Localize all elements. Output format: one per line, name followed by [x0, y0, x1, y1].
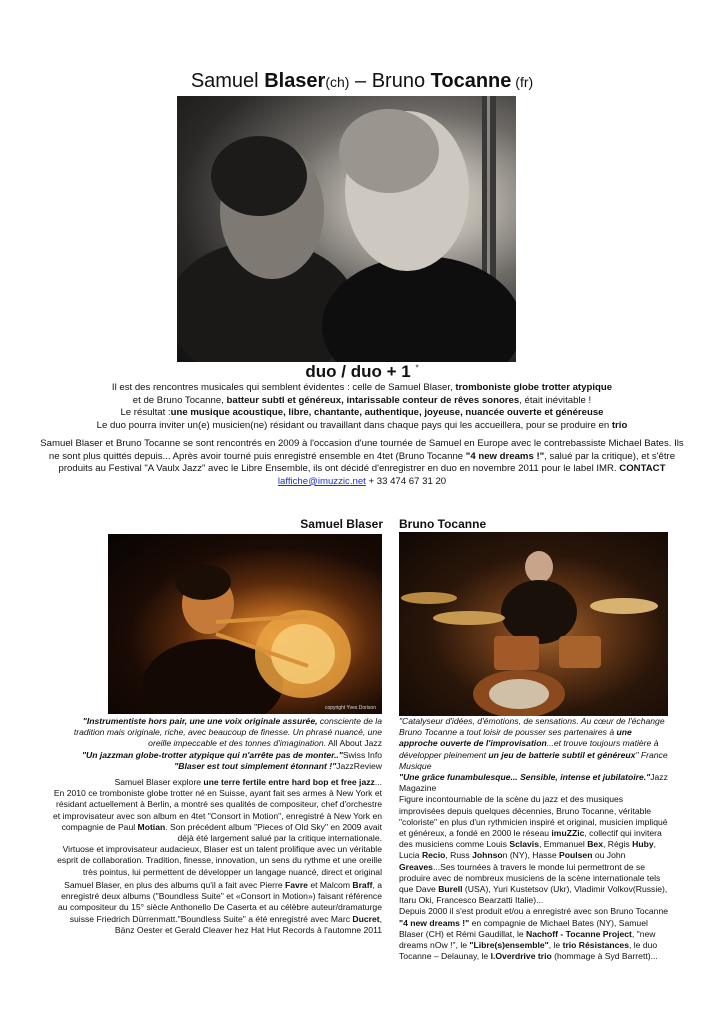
samuel-blaser-discography: Samuel Blaser, en plus des albums qu'il a fait avec Pierre Favre et Malcom Braff, a enregistré deux albums ("Boundless Suite" et «Consort in Motion») faisant référence au compositeur du 15° siècle Anthonello De Caserta et au célèbre auteur/dramaturge suisse Friedrich Dürrenmatt."Boundless Suite" a été enregistré avec Marc Ducret, Bänz Oester et Gerald Cleaver hez Hat Hut Records à l'automne 2011 — [58, 880, 382, 935]
intro-paragraph — [40, 382, 684, 432]
bio-intro: Samuel Blaser explore une terre fertile entre hard bop et free jazz... — [114, 777, 382, 787]
page-title: Samuel Blaser(ch) – Bruno Tocanne (fr) — [190, 70, 534, 92]
quote-jazzreview: "Blaser est tout simplement étonnant !"JazzReview — [174, 760, 382, 771]
intro-line-2: et de Bruno Tocanne, batteur subtl et généreux, intarissable conteur de rêves sonores, était inévitable ! — [132, 394, 592, 406]
intro-line-4: Le duo pourra inviter un(e) musicien(ne) résidant ou travaillant dans chaque pays qui les accueillera, pour se produire en trio — [96, 419, 628, 431]
bio-career: En 2010 ce tromboniste globe trotter né en Suisse, ayant fait ses armes à New York et résidant actuellement à Berlin, a montré ses qualités de compositeur, chef d'orchestre et improvisateur avec son album en 4tet "Consort in Motion", enregistré à New York en compagnie de Paul Motian. Son précédent album "Pieces of Old Sky" en 2009 avait déjà été largement salué par la critique internationale. — [52, 788, 382, 844]
duo-photo — [177, 96, 516, 362]
trombone-illustration — [108, 534, 382, 714]
quote-jazz-magazine: "Une grâce funambulesque... Sensible, intense et jubilatoire."Jazz Magazine — [399, 772, 668, 794]
duo-heading: duo / duo + 1 * — [305, 362, 419, 381]
contact-email-link[interactable]: laffiche@imuzzic.net — [277, 475, 366, 487]
samuel-blaser-photo — [108, 534, 382, 714]
samuel-blaser-bio — [52, 777, 382, 878]
quote-all-about-jazz: "Instrumentiste hors pair, une une voix originale assurée, consciente de la tradition mais originale, riche, avec beaucoup de finesse. Un phrasé nuancé, une oreille impeccable et des tonnes d'imagination. All About Jazz — [73, 716, 382, 749]
bruno-tocanne-heading: Bruno Tocanne — [399, 517, 487, 531]
duo-photo-illustration — [177, 96, 516, 362]
samuel-blaser-quotes — [52, 716, 382, 772]
photo-credit: copyright Yves Dorison — [324, 705, 376, 711]
quote-swiss-info: "Un jazzman globe-trotter atypique qui n'arrête pas de monter.."Swiss Info — [81, 749, 382, 760]
drums-illustration — [399, 532, 668, 716]
samuel-blaser-heading: Samuel Blaser — [300, 517, 383, 531]
intro-line-1: Il est des rencontres musicales qui semblent évidentes : celle de Samuel Blaser, tromboniste globe trotter atypique — [111, 382, 613, 393]
meeting-paragraph: Samuel Blaser et Bruno Tocanne se sont rencontrés en 2009 à l'occasion d'une tournée de Samuel en Europe avec le contrebassiste Michael Bates. Ils ne sont plus quittés depuis... Après avoir tourné puis enregistré ensemble en 4tet (Bruno Tocanne "4 new dreams !", salué par la critique), et s'être produits au Festival "A Vaulx Jazz" avec le Libre Ensemble, ils ont décidé d'enregistrer en duo en novembre 2011 pour le label IMR. CONTACT laffiche@imuzzic.net + 33 474 67 31 20 — [40, 438, 684, 487]
bruno-tocanne-bio — [399, 716, 671, 962]
bruno-tocanne-photo — [399, 532, 668, 716]
intro-line-3: Le résultat :une musique acoustique, libre, chantante, authentique, joyeuse, nuancée ouverte et généreuse — [120, 407, 604, 419]
quote-france-musique: "Catalyseur d'idées, d'émotions, de sensations. Au cœur de l'échange Bruno Tocanne a tout loisir de pousser ses partenaires à une approche ouverte de l'improvisation...et trouve toujours matière à développer pleinement un jeu de batterie subtil et généreux" France Musique — [399, 716, 668, 771]
bio-style: Virtuose et improvisateur audacieux, Blaser est un talent prolifique avec un véritable esprit de collaboration. Tradition, finesse, innovation, un sens du rythme et une oreille très pointus, lui permettent de développer un langage nuancé, direct et original — [57, 844, 382, 877]
bio-projects: Depuis 2000 il s'est produit et/ou a enregistré avec son Bruno Tocanne "4 new dreams !" en compagnie de Michael Bates (NY), Samuel Blaser (CH) et Rémi Gaudillat, le Nachoff - Tocanne Project, "new dreams nOw !", le "Libre(s)ensemble", le trio Résistances, le duo Tocanne – Delaunay, le I.Overdrive trio (hommage à Syd Barrett)... — [399, 906, 669, 962]
bio-career: Figure incontournable de la scène du jazz et des musiques improvisées depuis quelques décennies, Bruno Tocanne, véritable "coloriste" en plus d'un rythmicien inspiré et original, musicien impliqué et généreux, a fondé en 2000 le réseau imuZZic, collectif qui invitera des musiciens comme Louis Sclavis, Emmanuel Bex, Régis Huby, Lucia Recio, Russ Johnson (NY), Hasse Poulsen ou John Greaves...Ses tournées à travers le monde lui permettront de se produire avec de nombreux musiciens de la scène internationale tels que Dave Burell (USA), Yuri Kustetsov (Ukr), Vladimir Volkov(Russie), Itaru Oki, Francesco Bearzatti Italie)... — [399, 794, 668, 906]
